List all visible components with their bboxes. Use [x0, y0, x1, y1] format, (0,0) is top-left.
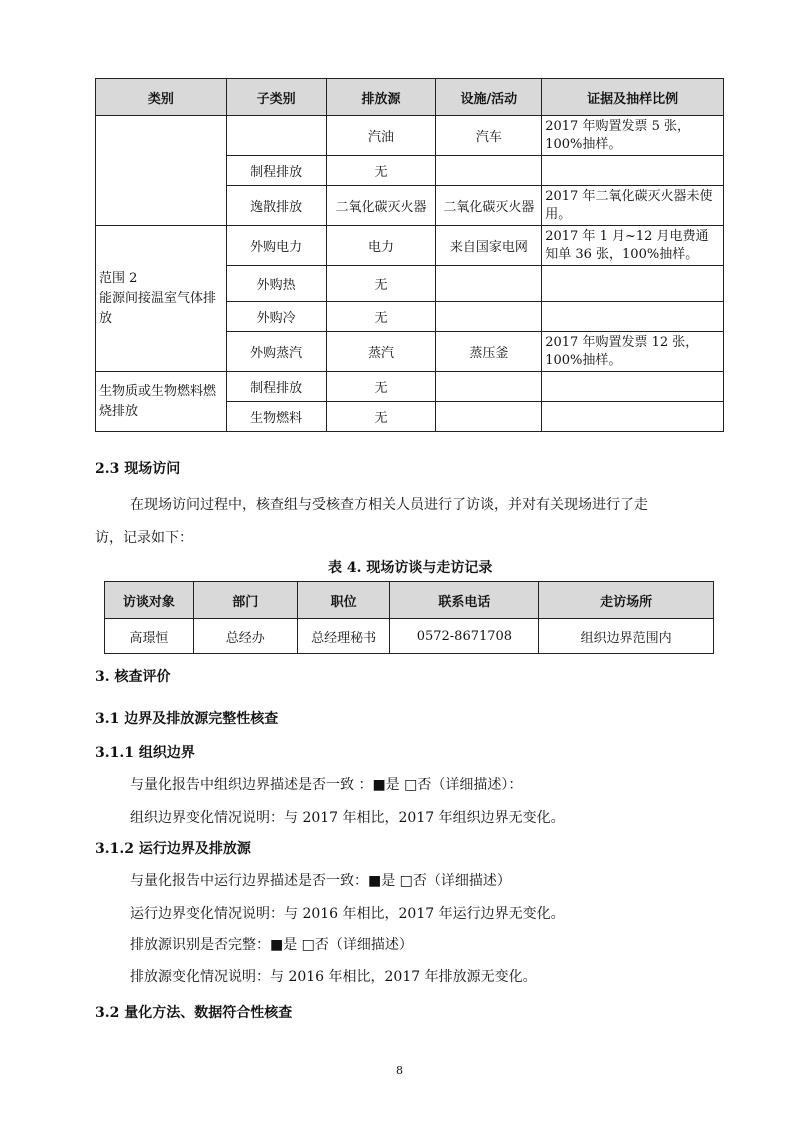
paragraph-line: 访，记录如下：: [95, 530, 193, 546]
header-department: 部门: [193, 582, 297, 619]
category-cell-bio: 生物质或生物燃料燃烧排放: [96, 372, 227, 432]
source-cell: 无: [326, 266, 436, 302]
section-heading-3: 3. 核查评价: [95, 669, 171, 685]
header-category: 类别: [96, 79, 227, 116]
source-identification: 排放源识别是否完整：■是 □否（详细描述）: [130, 937, 413, 953]
evidence-cell: [542, 402, 724, 432]
facility-cell: [436, 402, 542, 432]
facility-cell: 汽车: [436, 116, 542, 156]
scope2-label: 范围 2: [99, 270, 138, 286]
scope2-description: 能源间接温室气体排放: [99, 290, 217, 326]
subcategory-cell: 外购蒸汽: [226, 332, 326, 372]
interviewee-cell: 高璟恒: [105, 619, 194, 654]
source-cell: 电力: [326, 226, 436, 266]
source-change: 排放源变化情况说明：与 2016 年相比，2017 年排放源无变化。: [130, 969, 537, 985]
op-boundary-consistency: 与量化报告中运行边界描述是否一致：■是 □否（详细描述）: [130, 873, 511, 889]
position-cell: 总经理秘书: [297, 619, 390, 654]
header-source: 排放源: [326, 79, 436, 116]
header-subcategory: 子类别: [226, 79, 326, 116]
org-boundary-change: 组织边界变化情况说明：与 2017 年相比，2017 年组织边界无变化。: [130, 810, 565, 826]
section-heading-3-1: 3.1 边界及排放源完整性核查: [95, 711, 279, 727]
source-cell: 无: [326, 302, 436, 332]
source-cell: 无: [326, 156, 436, 186]
header-site: 走访场所: [539, 582, 714, 619]
subcategory-cell: 制程排放: [226, 156, 326, 186]
section-heading-3-2: 3.2 量化方法、数据符合性核查: [95, 1005, 293, 1021]
header-phone: 联系电话: [390, 582, 539, 619]
facility-cell: 来自国家电网: [436, 226, 542, 266]
evidence-cell: [542, 156, 724, 186]
facility-cell: 蒸压釜: [436, 332, 542, 372]
section-heading-3-1-1: 3.1.1 组织边界: [95, 745, 195, 761]
facility-cell: [436, 156, 542, 186]
table-row: [96, 116, 724, 156]
evidence-cell: 2017 年购置发票 12 张，100%抽样。: [542, 332, 724, 372]
source-cell: 二氧化碳灭火器: [326, 186, 436, 226]
table-header-row: [105, 582, 714, 619]
evidence-cell: 2017 年购置发票 5 张，100%抽样。: [542, 116, 724, 156]
org-boundary-consistency: 与量化报告中组织边界描述是否一致 ：■是 □否（详细描述）：: [130, 777, 523, 793]
department-cell: 总经办: [193, 619, 297, 654]
table-header-row: [96, 79, 724, 116]
evidence-cell: [542, 372, 724, 402]
table-row: [96, 226, 724, 266]
subcategory-cell: 生物燃料: [226, 402, 326, 432]
table-row: [96, 372, 724, 402]
paragraph-line: 在现场访问过程中，核查组与受核查方相关人员进行了访谈，并对有关现场进行了走: [130, 497, 648, 513]
subcategory-cell: 外购冷: [226, 302, 326, 332]
facility-cell: 二氧化碳灭火器: [436, 186, 542, 226]
interview-record-table: [104, 581, 714, 654]
section-heading-2-3: 2.3 现场访问: [95, 461, 181, 477]
source-cell: 汽油: [326, 116, 436, 156]
table-row: [105, 619, 714, 654]
category-cell-scope2: [96, 226, 227, 372]
source-cell: 无: [326, 372, 436, 402]
evidence-cell: [542, 266, 724, 302]
phone-cell: 0572-8671708: [390, 619, 539, 654]
source-cell: 蒸汽: [326, 332, 436, 372]
facility-cell: [436, 266, 542, 302]
op-boundary-change: 运行边界变化情况说明：与 2016 年相比，2017 年运行边界无变化。: [130, 906, 565, 922]
evidence-cell: [542, 302, 724, 332]
header-evidence: 证据及抽样比例: [542, 79, 724, 116]
source-cell: 无: [326, 402, 436, 432]
header-position: 职位: [297, 582, 390, 619]
evidence-cell: 2017 年 1 月~12 月电费通知单 36 张，100%抽样。: [542, 226, 724, 266]
subcategory-cell: 制程排放: [226, 372, 326, 402]
header-interviewee: 访谈对象: [105, 582, 194, 619]
facility-cell: [436, 302, 542, 332]
page-number: 8: [396, 1064, 403, 1077]
emission-sources-table: [95, 78, 724, 432]
subcategory-cell: 外购热: [226, 266, 326, 302]
facility-cell: [436, 372, 542, 402]
subcategory-cell: 逸散排放: [226, 186, 326, 226]
table-caption: 表 4. 现场访谈与走访记录: [328, 560, 493, 576]
category-cell-scope1: [96, 116, 227, 226]
site-cell: 组织边界范围内: [539, 619, 714, 654]
evidence-cell: 2017 年二氧化碳灭火器未使用。: [542, 186, 724, 226]
subcategory-cell: 外购电力: [226, 226, 326, 266]
section-heading-3-1-2: 3.1.2 运行边界及排放源: [95, 841, 251, 857]
subcategory-cell: [226, 116, 326, 156]
header-facility: 设施/活动: [436, 79, 542, 116]
